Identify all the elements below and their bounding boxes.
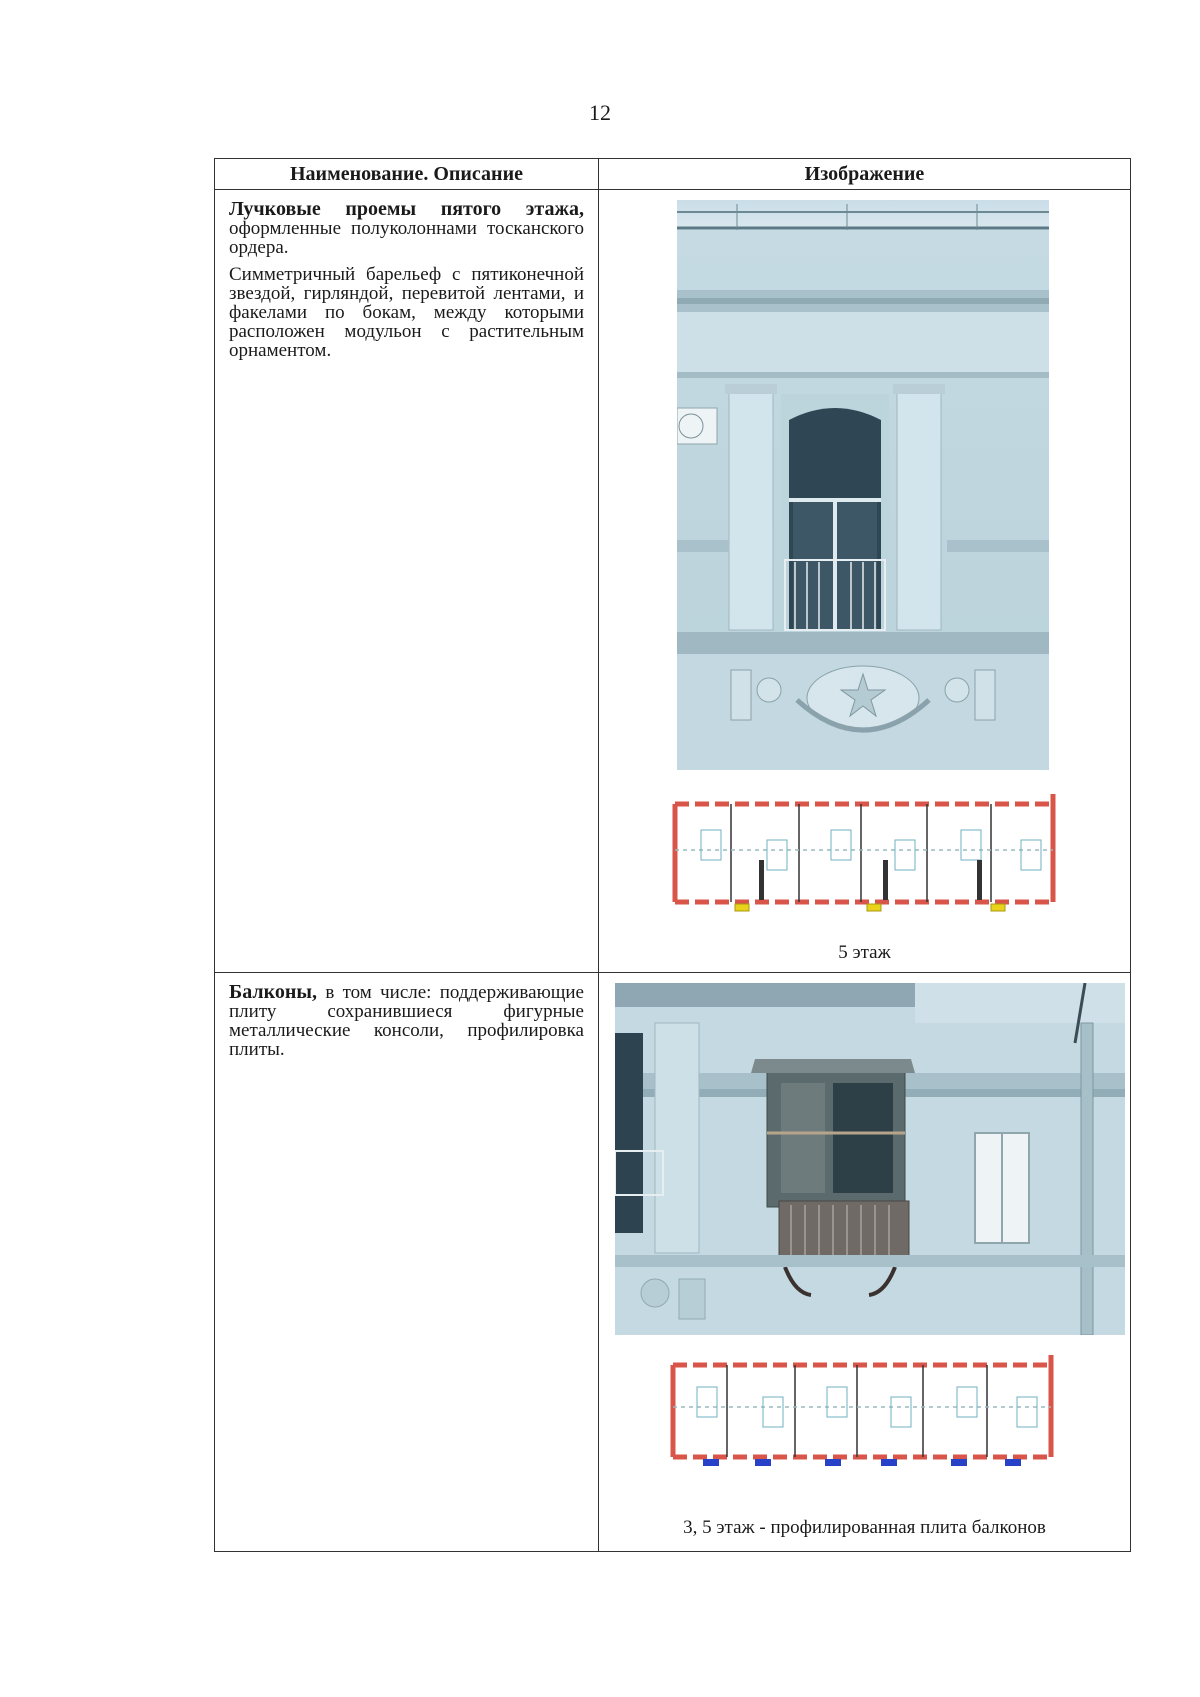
facade-window-photo (677, 200, 1049, 770)
page-number: 12 (589, 100, 611, 125)
image-cell (599, 190, 1131, 973)
description-cell (215, 190, 599, 973)
floor-plan-5 (671, 790, 1059, 916)
image-caption: 3, 5 этаж - профилированная плита балконов (683, 1517, 1046, 1538)
row-paragraph: Симметричный барельеф с пятиконечной звездой, гирляндой, перевитой лентами, и факелами по бокам, между которыми расположен модульон с растительным орнаментом. (229, 264, 584, 361)
row-title-rest: в том числе: поддерживающие плиту сохранившиеся фигурные металлические консоли, профилировка плиты. (229, 982, 584, 1060)
description-cell (215, 973, 599, 1552)
image-caption: 5 этаж (838, 942, 891, 963)
header-name-description: Наименование. Описание (215, 159, 599, 190)
table-header-row (215, 159, 1131, 190)
header-image: Изображение (599, 159, 1131, 190)
table-row (215, 973, 1131, 1552)
description-table (214, 158, 1131, 1552)
row-title-rest: оформленные полуколоннами тосканского ордера. (229, 218, 584, 258)
balcony-photo (615, 983, 1125, 1335)
table-row (215, 190, 1131, 973)
row-title: Лучковые проемы пятого этажа, (229, 198, 584, 220)
row-title: Балконы, (229, 981, 318, 1003)
floor-plan-3-5 (669, 1351, 1061, 1469)
image-cell (599, 973, 1131, 1552)
